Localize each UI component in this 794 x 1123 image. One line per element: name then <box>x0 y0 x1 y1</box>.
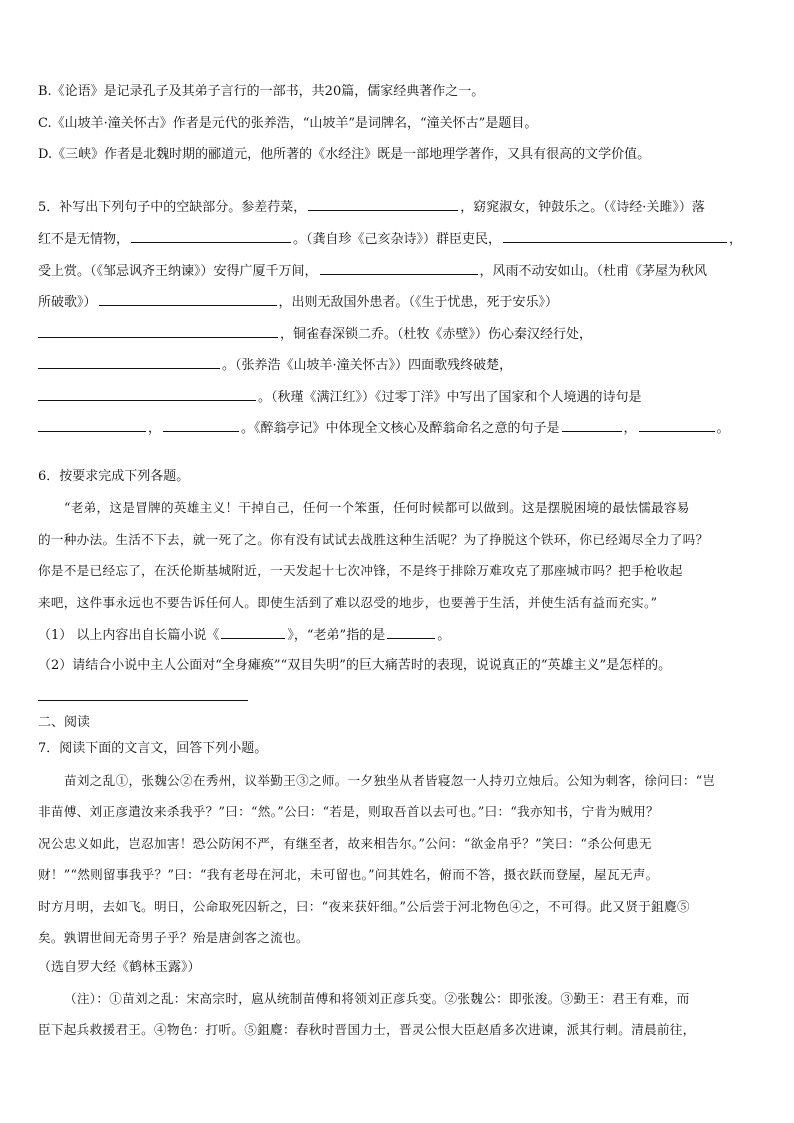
q6-text: 》，“老弟”指的是 <box>287 628 386 643</box>
answer-line[interactable] <box>38 700 248 701</box>
answer-blank[interactable] <box>221 624 285 639</box>
q5-text: ， <box>623 421 637 436</box>
note-line: （注）：①苗刘之乱：宋高宗时，扈从统制苗傅和将领刘正彦兵变。②张魏公：即张浚。③勤王：君王有难，而 <box>64 991 690 1006</box>
q6-passage-line: 你是不是已经忘了，在沃伦斯基城附近，一天发起十七次冲锋，不是终于排除万难攻克了那座城市吗？把手枪收起 <box>38 563 683 578</box>
answer-blank[interactable] <box>308 196 458 211</box>
note-line: 臣下起兵救援君王。④物色：打听。⑤鉏麑：春秋时晋国力士，晋灵公恨大臣赵盾多次进谏，派其行刺。清晨前往， <box>38 1022 696 1037</box>
passage-source: （选自罗大经《鹤林玉露》） <box>38 960 201 975</box>
q5-text: 所破歌》） <box>38 295 97 310</box>
q6-text: （1） 以上内容出自长篇小说《 <box>38 628 220 643</box>
q5-line-5 <box>38 323 592 345</box>
q6-sub-1 <box>38 624 450 646</box>
q5-line-8 <box>38 417 730 439</box>
answer-blank[interactable] <box>38 386 256 401</box>
q6-passage-line: 的一种办法。生活不下去，就一死了之。你有没有试试去战胜这种生活呢？为了挣脱这个铁环，你已经竭尽全力了吗？ <box>38 532 709 547</box>
q5-line-3 <box>38 260 707 282</box>
answer-blank[interactable] <box>503 228 727 243</box>
q5-text: 红不是无情物， <box>38 232 130 247</box>
q5-line-4 <box>38 291 558 313</box>
answer-blank[interactable] <box>562 417 622 432</box>
passage-line: 矣。孰谓世间无奇男子乎？殆是唐剑客之流也。 <box>38 930 309 945</box>
answer-blank[interactable] <box>38 354 220 369</box>
section-heading: 二、阅读 <box>38 715 91 730</box>
q5-line-1 <box>38 196 705 218</box>
q5-text: ， <box>729 232 743 247</box>
q5-text: ， <box>148 421 162 436</box>
q5-text: 受上赏。（《邹忌讽齐王纳谏》）安得广厦千万间， <box>38 264 318 279</box>
q5-text: 。《醉翁亭记》中体现全文核心及醉翁命名之意的句子是 <box>241 421 560 436</box>
q5-text: 。（龚自珍《己亥杂诗》）群臣吏民， <box>293 232 502 247</box>
passage-line: 财！”“然则留事我乎？”曰：“我有老母在河北，未可留也。”问其姓名，俯而不答，摄衣跃而登屋，屋瓦无声。 <box>38 867 659 882</box>
answer-blank[interactable] <box>639 417 715 432</box>
q5-text: ，出则无敌国外患者。（《生于忧患，死于安乐》） <box>278 295 559 310</box>
q6-sub-2: （2）请结合小说中主人公面对“全身瘫痪”“双目失明”的巨大痛苦时的表现，说说真正的“英雄主义”是怎样的。 <box>38 658 672 673</box>
q5-text: 。（张养浩《山坡羊·潼关怀古》）四面歌残终破楚， <box>222 358 513 373</box>
option-c: C.《山坡羊·潼关怀古》作者是元代的张养浩，“山坡羊”是词牌名，“潼关怀古”是题目。 <box>38 116 538 131</box>
answer-blank[interactable] <box>38 323 278 338</box>
option-b: B.《论语》是记录孔子及其弟子言行的一部书，共20篇，儒家经典著作之一。 <box>38 84 485 99</box>
answer-blank[interactable] <box>131 228 291 243</box>
q5-text: 。 <box>716 421 730 436</box>
q6-passage-line: 来吧，这件事永远也不要告诉任何人。即使生活到了难以忍受的地步，也要善于生活，并使生活有益而充实。” <box>38 595 658 610</box>
passage-line: 时方月明，去如飞。明日，公命取死囚斩之，曰：“夜来获奸细。”公后尝于河北物色④之，不可得。此又贤于鉏麑⑤ <box>38 899 690 914</box>
passage-line: 苗刘之乱①，张魏公②在秀州，议举勤王③之师。一夕独坐从者皆寝忽一人持刃立烛后。公知为刺客，徐问曰：“岂 <box>64 773 716 788</box>
q6-passage-line: “老弟，这是冒牌的英雄主义！干掉自己，任何一个笨蛋，任何时候都可以做到。这是摆脱困境的最怯懦最容易 <box>64 500 690 515</box>
q5-line-2 <box>38 228 742 250</box>
answer-blank[interactable] <box>320 260 478 275</box>
q7-title: 7．阅读下面的文言文，回答下列小题。 <box>38 741 268 756</box>
passage-line: 况公忠义如此，岂忍加害！恐公防闲不严，有继至者，故来相告尔。”公问：“欲金帛乎？”笑曰：“杀公何患无 <box>38 836 652 851</box>
answer-blank[interactable] <box>99 291 277 306</box>
q5-text: 。（秋瑾《满江红》）《过零丁洋》中写出了国家和个人境遇的诗句是 <box>258 390 642 405</box>
q5-line-7 <box>38 386 642 408</box>
answer-blank[interactable] <box>163 417 239 432</box>
q6-title: 6．按要求完成下列各题。 <box>38 469 190 484</box>
q6-text: 。 <box>437 628 451 643</box>
q5-text: ，风雨不动安如山。（杜甫《茅屋为秋风 <box>479 264 708 279</box>
q5-line-6 <box>38 354 512 376</box>
q5-text: ，窈窕淑女，钟鼓乐之。（《诗经·关雎》）落 <box>460 200 705 215</box>
answer-blank[interactable] <box>387 624 435 639</box>
option-d: D.《三峡》作者是北魏时期的郦道元，他所著的《水经注》既是一部地理学著作，又具有很高的文学价值。 <box>38 147 651 162</box>
q5-text: 5．补写出下列句子中的空缺部分。参差荇菜， <box>38 200 307 215</box>
q5-text: ，铜雀春深锁二乔。（杜牧《赤壁》）伤心秦汉经行处， <box>280 327 593 342</box>
passage-line: 非苗傅、刘正彦遣汝来杀我乎？”曰：“然。”公曰：“若是，则取吾首以去可也。”曰：“我亦知书，宁肯为贼用？ <box>38 804 659 819</box>
answer-blank[interactable] <box>38 417 146 432</box>
